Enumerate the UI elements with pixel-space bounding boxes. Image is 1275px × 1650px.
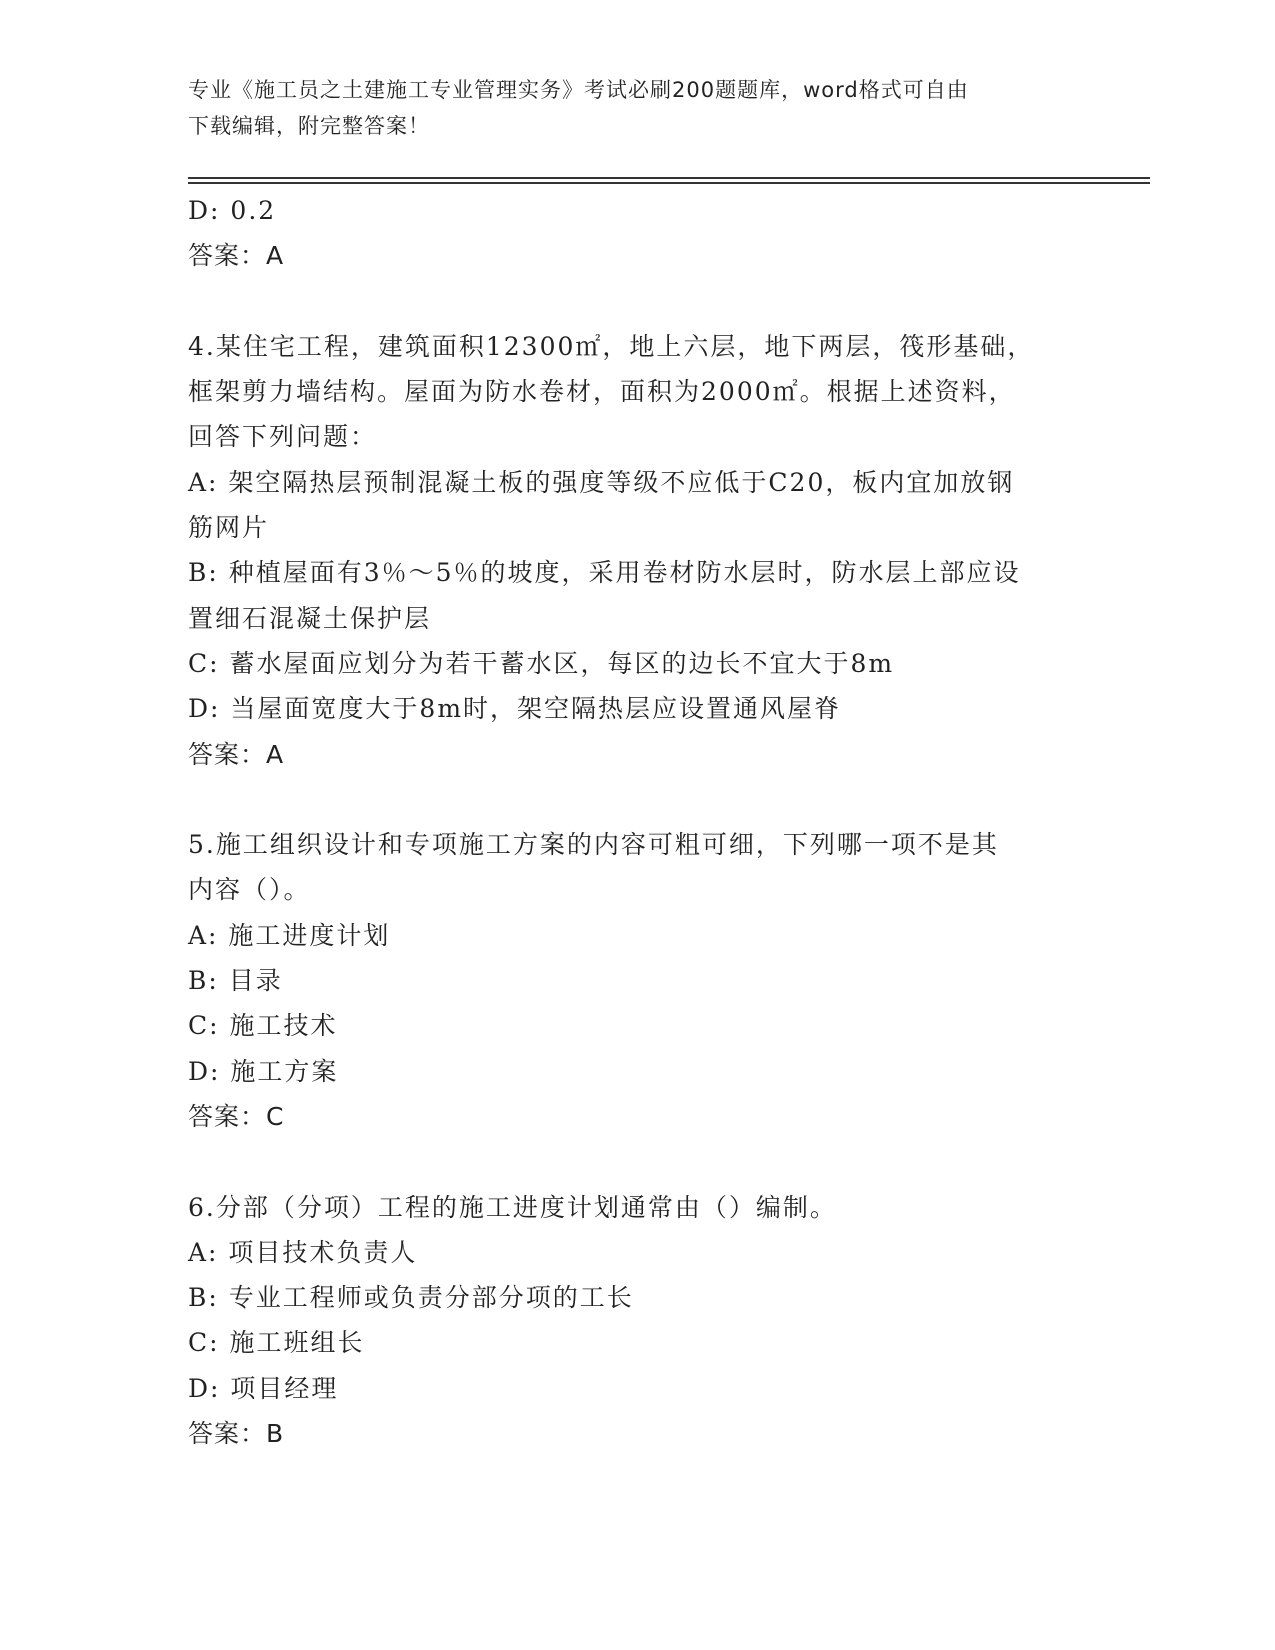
question-content [188,188,1088,1456]
question-stem-line: 内容（）。 [188,875,311,905]
option-c: C: 蓄水屋面应划分为若干蓄水区，每区的边长不宜大于8m [188,648,895,678]
header-divider-top [188,177,1150,179]
question-6 [188,1185,1088,1457]
option-c: C: 施工技术 [188,1011,338,1041]
spacer [188,1139,1088,1184]
option-d: D: 项目经理 [188,1373,339,1403]
option-a: A: 施工进度计划 [188,920,391,950]
option-b: B: 专业工程师或负责分部分项的工长 [188,1283,634,1313]
option-a: A: 项目技术负责人 [188,1237,418,1267]
option-c: C: 施工班组长 [188,1328,365,1358]
option-d: D: 当屋面宽度大于8m时，架空隔热层应设置通风屋脊 [188,694,842,724]
answer-line: 答案：A [188,739,285,769]
spacer [188,777,1088,822]
option-b-continued: 置细石混凝土保护层 [188,603,432,633]
answer-line: 答案：A [188,241,285,271]
option-a: A: 架空隔热层预制混凝土板的强度等级不应低于C20，板内宜加放钢 [188,467,1015,497]
option-d: D: 施工方案 [188,1056,339,1086]
question-5 [188,822,1088,1139]
question-stem-line: 5.施工组织设计和专项施工方案的内容可粗可细，下列哪一项不是其 [188,830,999,860]
answer-line: 答案：B [188,1419,285,1449]
spacer [188,279,1088,324]
question-stem-line: 回答下列问题： [188,422,378,452]
option-b: B: 目录 [188,966,283,996]
option-a-continued: 筋网片 [188,513,270,543]
header-line-2: 下载编辑，附完整答案！ [188,114,430,138]
question-stem-line: 4.某住宅工程，建筑面积12300㎡，地上六层，地下两层，筏形基础， [188,331,1035,361]
question-stem-line: 框架剪力墙结构。屋面为防水卷材，面积为2000㎡。根据上述资料， [188,377,1016,407]
previous-question-tail [188,188,1088,279]
header-divider-bottom [188,182,1150,184]
option-b: B: 种植屋面有3％～5％的坡度，采用卷材防水层时，防水层上部应设 [188,558,1021,588]
page-header [188,72,1068,144]
answer-line: 答案：C [188,1101,285,1131]
option-d: D: 0.2 [188,196,277,225]
header-line-1: 专业《施工员之土建施工专业管理实务》考试必刷200题题库，word格式可自由 [188,78,969,102]
question-4 [188,324,1088,777]
question-stem-line: 6.分部（分项）工程的施工进度计划通常由（）编制。 [188,1192,837,1222]
